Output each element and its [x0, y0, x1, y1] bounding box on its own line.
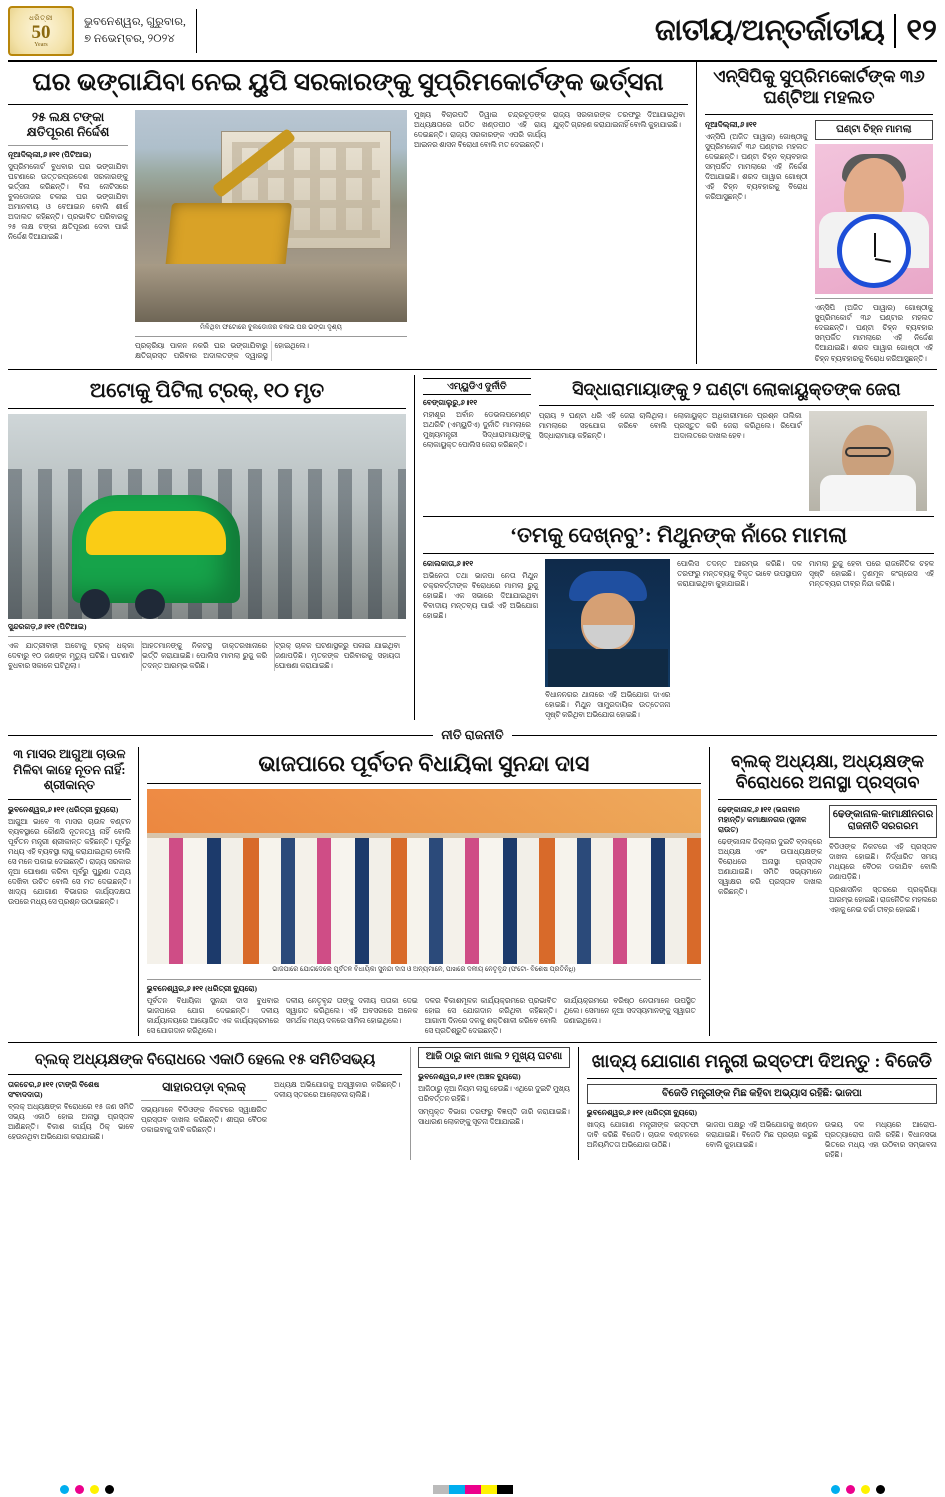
lead-col-4	[553, 110, 685, 362]
ncp-dateline: ନୂଆଦିଲ୍ଲୀ,୬॥୧୧	[705, 119, 757, 129]
food-minister-body-2: ଭାଜପା ପକ୍ଷରୁ ଏହି ଅଭିଯୋଗକୁ ଖଣ୍ଡନ କରାଯାଇଛି। ବିଜେଡି ମିଛ ପ୍ରଚାର କରୁଛି ବୋଲି କୁହାଯାଇଛି।	[705, 1120, 818, 1150]
food-minister-story	[578, 1047, 937, 1160]
bjp-join-headline: ଭାଜପାରେ ପୂର୍ବତନ ବିଧାୟିକା ସୁନନ୍ଦା ଦାସ	[258, 750, 590, 776]
bjp-group-photo	[147, 789, 701, 964]
dots-right	[831, 1485, 885, 1494]
block-body-1: ଢେଙ୍କାନାଳ ଜିଲ୍ଲାର ଦୁଇଟି ବ୍ଲକ୍‌ରେ ଅଧ୍ୟକ୍ଷ ଏବଂ ଉପାଧ୍ୟକ୍ଷଙ୍କ ବିରୋଧରେ ଅନାସ୍ଥା ପ୍ରସ୍ତାବ ଅଣାଯାଇଛି। ସମିତି ସଭ୍ୟମାନେ ସ୍ୱାକ୍ଷର କରି ପ୍ରସ୍ତାବ ଦାଖଲ କରିଛନ୍ତି।	[718, 836, 822, 896]
rice-body: ଆଗୁଆ ଭାବେ ୩ ମାସର ଚାଉଳ ବଣ୍ଟନ ବ୍ୟବସ୍ଥାରେ କୌଣସି ନୂତନତ୍ୱ ନାହିଁ ବୋଲି ପୂର୍ବତନ ମନ୍ତ୍ରୀ ଶ୍ରୀକାନ୍ତ କହିଛନ୍ତି। ପୂର୍ବରୁ ମଧ୍ୟ ଏହି ବ୍ୟବସ୍ଥା ଲାଗୁ କରାଯାଇଥିଲା ବୋଲି ସେ ମନେ ପକାଇ ଦେଇଛନ୍ତି। ରାଜ୍ୟ ସରକାର ନୂଆ ଘୋଷଣା କରିବା ପୂର୍ବରୁ ପୁରୁଣା ତଥ୍ୟ ଦେଖିବା ଉଚିତ ବୋଲି ସେ ମତ ଦେଇଛନ୍ତି। ଖାଦ୍ୟ ଯୋଗାଣ ବିଭାଗର କାର୍ଯ୍ୟଦକ୍ଷତା ଉପରେ ମଧ୍ୟ ସେ ପ୍ରଶ୍ନ ଉଠାଇଛନ୍ତି।	[8, 816, 131, 907]
two-events-story	[410, 1047, 570, 1160]
karnataka-headline: ସିଦ୍ଧାରାମାୟାଙ୍କୁ ୨ ଘଣ୍ଟା ଲୋକାୟୁକ୍ତଙ୍କ ଜେରା	[572, 378, 901, 399]
lead-body-2: ମୁଖ୍ୟ ବିଚାରପତି ଡିୱାଇ ଚନ୍ଦ୍ରଚୂଡ଼ଙ୍କ ଅଧ୍ୟକ୍ଷତାରେ ଗଠିତ ଖଣ୍ଡପୀଠ ଏହି ରାୟ ଦେଇଛନ୍ତି। ରାଜ୍ୟ ସରକାରଙ୍କ ଏପରି କାର୍ଯ୍ୟ ଆଇନର ଶାସନ ବିରୋଧୀ ବୋଲି ମତ ଦେଇଛନ୍ତି।	[414, 109, 546, 149]
lead-headline: ଘର ଭଙ୍ଗାଯିବା ନେଇ ୟୁପି ସରକାରଙ୍କୁ ସୁପ୍ରିମକୋର୍ଟଙ୍କ ଭର୍ତ୍ସନା	[32, 69, 664, 96]
block-subhead: ଢେଙ୍କାନାଳ-କାମାକ୍ଷୀନଗର ରାଜନୀତି ସରଗରମ	[829, 805, 937, 838]
bjp-body-3: ଦଳର ବିକାଶମୂଳକ କାର୍ଯ୍ୟକ୍ରମରେ ପ୍ରଭାବିତ ହୋଇ ସେ ଯୋଗଦାନ କରିଥିବା କହିଛନ୍ତି। ଆଗାମୀ ଦିନରେ ଦଳକୁ ଶକ୍ତିଶାଳୀ କରିବେ ବୋଲି ସେ ପ୍ରତିଶ୍ରୁତି ଦେଇଛନ୍ତି।	[424, 995, 557, 1036]
ncp-kicker: ଘଣ୍ଟା ଚିହ୍ନ ମାମଲା	[815, 120, 933, 141]
samiti-body-2: ସଭ୍ୟମାନେ ବିଡିଓଙ୍କ ନିକଟରେ ସ୍ୱାକ୍ଷରିତ ପ୍ରସ୍ତାବ ଦାଖଲ କରିଛନ୍ତି। ଶୀଘ୍ର ବୈଠକ ଡକାଇବାକୁ ଦାବି କରିଛନ୍ତି।	[141, 1104, 267, 1134]
registration-dot	[861, 1485, 870, 1494]
food-minister-dateline: ଭୁବନେଶ୍ୱର,୬॥୧୧ (ଧରିତ୍ରୀ ବ୍ୟୁରୋ)	[586, 1108, 698, 1118]
bjp-body-4: କାର୍ଯ୍ୟକ୍ରମରେ ବରିଷ୍ଠ ନେତାମାନେ ଉପସ୍ଥିତ ଥିଲେ। ସେମାନେ ନୂଆ ସଦସ୍ୟମାନଙ୍କୁ ସ୍ୱାଗତ ଜଣାଇଥିଲେ।	[563, 995, 696, 1026]
auto-body-1: ଏକ ଯାତ୍ରୀବାହୀ ଅଟୋକୁ ଟ୍ରକ୍‌ ଧକ୍କା ଦେବାରୁ ୧୦ ଜଣଙ୍କ ମୃତ୍ୟୁ ଘଟିଛି। ଘଟଣାଟି ବୁଧବାର ସକାଳେ ଘଟିଥିଲା।	[8, 641, 134, 671]
two-events-body-1: ଆଜିଠାରୁ ନୂଆ ନିୟମ ଲାଗୁ ହେଉଛି। ଏଥିରେ ଦୁଇଟି ମୁଖ୍ୟ ପରିବର୍ତ୍ତନ ରହିଛି।	[418, 1083, 570, 1103]
registration-swatch	[433, 1485, 449, 1494]
logo-top-text: ଧରିତ୍ରୀ	[29, 14, 53, 22]
dots-left	[60, 1485, 114, 1494]
karnataka-kicker: ଏମ୍‌ୟୁଡିଏ ଦୁର୍ନୀତି	[423, 378, 531, 395]
top-section	[8, 62, 937, 364]
block-body-2: ବିଡିଓଙ୍କ ନିକଟରେ ଏହି ପ୍ରସ୍ତାବ ଦାଖଲ ହୋଇଛି। ନିର୍ଦ୍ଧାରିତ ସମୟ ମଧ୍ୟରେ ବୈଠକ ଡକାଯିବ ବୋଲି ଜଣାପଡ଼ିଛି।	[829, 841, 937, 881]
bjp-body-2: ଦଳୀୟ ନେତୃବୃନ୍ଦ ତାଙ୍କୁ ଦଳୀୟ ପତାକା ଦେଇ ସ୍ୱାଗତ କରିଥିଲେ। ଏହି ଅବସରରେ ଅନେକ ସମର୍ଥକ ମଧ୍ୟ ଦଳରେ ସାମିଲ ହୋଇଥିଲେ।	[285, 995, 418, 1026]
mithun-body-2: ବିଧାନନଗର ଥାନାରେ ଏହି ଅଭିଯୋଗ ଦାଏର ହୋଇଛି। ମିଥୁନ ସାମ୍ପ୍ରଦାୟିକ ଉତ୍ତେଜନା ସୃଷ୍ଟି କରିଥିବା ଅଭିଯୋଗ ହୋଇଛି।	[545, 689, 671, 719]
ncp-story	[696, 62, 933, 364]
rice-headline: ୩ ମାସର ଆଗୁଆ ଚାଉଳ ମିଳିବା କାହେ ନୂତନ ନାହିଁ: ଶ୍ରୀକାନ୍ତ	[13, 746, 126, 793]
swatches-center	[433, 1485, 513, 1494]
masthead-dateline	[84, 9, 197, 53]
samiti-dateline: ତାଳଚେର,୬॥୧୧ (ଟାଙ୍ଗି ବିଶେଷ ସଂବାଦଦାତା)	[8, 1080, 100, 1100]
footer-stories	[8, 1042, 937, 1160]
rice-story	[8, 747, 139, 1036]
auto-body-3: ଟ୍ରକ୍‌ ଚାଳକ ଘଟଣାସ୍ଥଳରୁ ପଳାଇ ଯାଇଥିବା ଜଣାପଡ଼ିଛି। ମୃତକଙ୍କ ପରିବାରକୁ ସହାୟତା ଘୋଷଣା କରାଯାଇଛି।	[275, 641, 400, 671]
block-body-3: ପ୍ରଶାସନିକ ସ୍ତରରେ ପ୍ରକ୍ରିୟା ଆରମ୍ଭ ହୋଇଛି। ରାଜନୈତିକ ମହଲରେ ଏହାକୁ ନେଇ ଚର୍ଚ୍ଚା ତୀବ୍ର ହୋଇଛି।	[829, 884, 937, 914]
karnataka-body-2: ପ୍ରାୟ ୨ ଘଣ୍ଟା ଧରି ଏହି ଜେରା ଚାଲିଥିଲା। ମାମଲାରେ ସହଯୋଗ କରିବେ ବୋଲି ସିଦ୍ଧାରାମାୟା କହିଛନ୍ତି।	[538, 410, 667, 440]
siddaramaiah-photo	[809, 411, 927, 511]
samiti-body-1: ବ୍ଲକ୍‌ ଅଧ୍ୟକ୍ଷଙ୍କ ବିରୋଧରେ ୧୫ ଜଣ ସମିତି ସଭ୍ୟ ଏକାଠି ହୋଇ ଅନାସ୍ଥା ପ୍ରସ୍ତାବ ଆଣିଛନ୍ତି। ବିକାଶ କାର୍ଯ୍ୟ ଠିକ୍‌ ଭାବେ ହେଉନଥିବା ଅଭିଯୋଗ କରାଯାଇଛି।	[8, 1102, 134, 1142]
masthead-place: ଭୁବନେଶ୍ୱର, ଗୁରୁବାର,	[84, 15, 186, 28]
samiti-subhead: ସାହାରପଡ଼ା ବ୍ଲକ୍‌	[162, 1080, 246, 1095]
auto-accident-story	[8, 375, 406, 720]
demolition-photo	[135, 110, 407, 322]
logo-number: 50	[31, 22, 51, 43]
karnataka-body-3: ଲୋକାୟୁକ୍ତ ଅଧିକାରୀମାନେ ପ୍ରଶ୍ନ ତାଲିକା ପ୍ରସ୍ତୁତ କରି ଜେରା କରିଥିଲେ। ରିପୋର୍ଟ ଅଦାଲତରେ ଦାଖଲ ହେବ।	[673, 410, 802, 440]
registration-dot	[876, 1485, 885, 1494]
samiti-story	[8, 1047, 402, 1160]
two-events-dateline: ଭୁବନେଶ୍ୱର,୬॥୧୧ (ଅଞ୍ଚଳ ବ୍ୟୁରୋ)	[418, 1071, 521, 1081]
registration-dot	[90, 1485, 99, 1494]
samiti-body-3: ଅଧ୍ୟକ୍ଷ ଅଭିଯୋଗକୁ ଅସ୍ୱୀକାର କରିଛନ୍ତି। ଦଳୀୟ ସ୍ତରରେ ଆଲୋଚନା ଚାଲିଛି।	[274, 1080, 400, 1100]
lead-col-3	[414, 110, 546, 362]
bottom-section	[8, 747, 937, 1036]
ncp-headline: ଏନ୍‌ସିପିକୁ ସୁପ୍ରିମକୋର୍ଟଙ୍କ ୩୬ ଘଣ୍ଟିଆ ମହଲତ	[713, 66, 925, 108]
demolition-photo-caption: ମିଳିଥିବା ଫଟୋରେ ବୁଲଡୋଜର ଚଳାଇ ଘର ଭଙ୍ଗା ଦୃଶ୍ୟ	[200, 323, 342, 331]
registration-dot	[105, 1485, 114, 1494]
registration-dot	[75, 1485, 84, 1494]
ncp-body: ଏନ୍‌ସିପି (ଅଜିତ ପାୱାର) ଗୋଷ୍ଠୀକୁ ସୁପ୍ରିମକୋର୍ଟ ୩୬ ଘଣ୍ଟାର ମହଲତ ଦେଇଛନ୍ତି। ଘଣ୍ଟା ଚିହ୍ନ ବ୍ୟବହାର ସମ୍ପର୍କିତ ମାମଲାରେ ଏହି ନିର୍ଦ୍ଦେଶ ଦିଆଯାଇଛି। ଶରଦ ପାୱାର ଗୋଷ୍ଠୀ ଏହି ଚିହ୍ନ ବ୍ୟବହାରକୁ ବିରୋଧ କରିଆସୁଛନ୍ତି।	[705, 131, 808, 202]
mithun-body-1: ଅଭିନେତା ତଥା ଭାଜପା ନେତା ମିଥୁନ ଚକ୍ରବର୍ତ୍ତୀଙ୍କ ବିରୋଧରେ ମାମଲା ରୁଜୁ ହୋଇଛି। ଏକ ସଭାରେ ଦିଆଯାଇଥିବା ବିବାଦୀୟ ମନ୍ତବ୍ୟ ପାଇଁ ଏହି ଅଭିଯୋଗ ହୋଇଛି।	[423, 570, 539, 620]
food-minister-headline: ଖାଦ୍ୟ ଯୋଗାଣ ମନ୍ତ୍ରୀ ଇସ୍ତଫା ଦିଅନ୍ତୁ : ବିଜେଡି	[591, 1051, 933, 1072]
block-dateline: ଢେଙ୍କାନାଳ,୬॥୧୧ (ଭଗବାନ ମହାନ୍ତି)/ କମାକ୍ଷାନଗର (ସୁନୀଳ ରାଉତ)	[718, 804, 807, 834]
lead-body-1: ସୁପ୍ରିମକୋର୍ଟ ବୁଧବାର ଘର ଭଙ୍ଗାଯିବା ଘଟଣାରେ ଉତ୍ତରପ୍ରଦେଶ ସରକାରଙ୍କୁ ଭର୍ତ୍ସନା କରିଛନ୍ତି। ବିନା ନୋଟିସରେ ବୁଲଡୋଜର ଚଳାଇ ଘର ଭଙ୍ଗାଯିବା ଅମାନବୀୟ ଓ ବେଆଇନ ବୋଲି ଶୀର୍ଷ ଅଦାଲତ କହିଛନ୍ତି। ପ୍ରଭାବିତ ପରିବାରକୁ ୨୫ ଲକ୍ଷ ଟଙ୍କା କ୍ଷତିପୂରଣ ଦେବା ପାଇଁ ନିର୍ଦ୍ଦେଶ ଦିଆଯାଇଛି।	[8, 161, 128, 242]
mithun-photo	[545, 559, 670, 687]
lead-body-3: ପ୍ରକ୍ରିୟା ପାଳନ ନକରି ଘର ଭଙ୍ଗାଯିବାରୁ କ୍ଷତିଗ୍ରସ୍ତ ପରିବାର ଅଦାଲତଙ୍କ ଦ୍ୱାରସ୍ଥ ହୋଇଥିଲେ।	[135, 341, 309, 361]
lead-photo-col	[135, 110, 407, 362]
food-minister-subhead: ବିଜେଡି ମନ୍ତ୍ରୀଙ୍କ ମିଛ କହିବା ଅଭ୍ୟାସ ରହିଛି: ଭାଜପା	[587, 1084, 937, 1105]
ajit-pawar-photo	[815, 144, 933, 294]
food-minister-body-1: ଖାଦ୍ୟ ଯୋଗାଣ ମନ୍ତ୍ରୀଙ୍କ ଇସ୍ତଫା ଦାବି କରିଛି ବିଜେଡି। ଚାଉଳ ବଣ୍ଟନରେ ଅନିୟମିତତା ଅଭିଯୋଗ ଉଠିଛି।	[586, 1120, 699, 1150]
auto-dateline: ସୁନ୍ଦରଗଡ଼,୬॥୧୧ (ପିଟିଆଇ)	[8, 622, 87, 632]
two-events-body-2: ସମ୍ପୃକ୍ତ ବିଭାଗ ତରଫରୁ ବିଜ୍ଞପ୍ତି ଜାରି କରାଯାଇଛି। ସାଧାରଣ ଲୋକଙ୍କୁ ସୂଚନା ଦିଆଯାଇଛି।	[418, 1106, 570, 1126]
registration-swatch	[449, 1485, 465, 1494]
middle-section	[8, 375, 937, 720]
lead-dateline: ନୂଆଦିଲ୍ଲୀ,୬॥୧୧ (ପିଟିଆଇ)	[8, 149, 92, 159]
auto-accident-photo	[8, 414, 406, 619]
rice-dateline: ଭୁବନେଶ୍ୱର,୬॥୧୧ (ଧରିତ୍ରୀ ବ୍ୟୁରୋ)	[8, 804, 119, 814]
print-registration-bar	[0, 1481, 945, 1497]
politics-label-text: ନୀତି ରାଜନୀତି	[441, 727, 504, 742]
bjp-dateline: ଭୁବନେଶ୍ୱର,୬॥୧୧ (ଧରିତ୍ରୀ ବ୍ୟୁରୋ)	[146, 983, 257, 993]
masthead-date: ୭ ନଭେମ୍ବର, ୨୦୨୪	[84, 33, 175, 45]
lead-col-1	[8, 110, 128, 362]
mithun-dateline: କୋଲକାତା,୬॥୧୧	[423, 558, 474, 568]
auto-headline: ଅଟୋକୁ ପିଟିଲା ଟ୍ରକ୍‌, ୧୦ ମୃତ	[89, 379, 325, 402]
food-minister-body-3: ଉଭୟ ଦଳ ମଧ୍ୟରେ ଆରୋପ-ପ୍ରତ୍ୟାରୋପ ଜାରି ରହିଛି। ବିଧାନସଭା ଭିତରେ ମଧ୍ୟ ଏହା ଉଠିବାର ସମ୍ଭାବନା ରହିଛି।	[824, 1120, 937, 1160]
politics-section-label	[8, 728, 937, 743]
mithun-body-3: ପୋଲିସ ତଦନ୍ତ ଆରମ୍ଭ କରିଛି। ଦଳ ତରଫରୁ ମନ୍ତବ୍ୟକୁ ବିକୃତ ଭାବେ ଉପସ୍ଥାପନ କରାଯାଇଥିବା କୁହାଯାଇଛି।	[677, 558, 803, 588]
page-number: ୧୨	[894, 14, 937, 48]
karnataka-body-1: ମହୀଶୂର ଅର୍ବାନ ଡେଭଲପମେଣ୍ଟ ଅଥରିଟି (ଏମ୍‌ୟୁଡିଏ) ଦୁର୍ନୀତି ମାମଲାରେ ମୁଖ୍ୟମନ୍ତ୍ରୀ ସିଦ୍ଧାରାମାୟାଙ୍କୁ ଲୋକାୟୁକ୍ତ ପୋଲିସ ଜେରା କରିଛନ୍ତି।	[423, 409, 531, 449]
logo-bottom-text: Years	[34, 42, 48, 48]
mithun-headline: ‘ତମକୁ ଦେଖ୍‌ନବୁ’: ମିଥୁନଙ୍କ ନାଁରେ ମାମଲା	[510, 522, 847, 547]
block-headline: ବ୍ଲକ୍‌ ଅଧ୍ୟକ୍ଷା, ଅଧ୍ୟକ୍ଷଙ୍କ ବିରୋଧରେ ଅନାସ୍ଥା ପ୍ରସ୍ତାବ	[730, 750, 925, 793]
registration-swatch	[497, 1485, 513, 1494]
ncp-body-2: ଏନ୍‌ସିପି (ଅଜିତ ପାୱାର) ଗୋଷ୍ଠୀକୁ ସୁପ୍ରିମକୋର୍ଟ ୩୬ ଘଣ୍ଟାର ମହଲତ ଦେଇଛନ୍ତି। ଘଣ୍ଟା ଚିହ୍ନ ବ୍ୟବହାର ସମ୍ପର୍କିତ ମାମଲାରେ ଏହି ନିର୍ଦ୍ଦେଶ ଦିଆଯାଇଛି। ଶରଦ ପାୱାର ଗୋଷ୍ଠୀ ଏହି ଚିହ୍ନ ବ୍ୟବହାରକୁ ବିରୋଧ କରିଆସୁଛନ୍ତି।	[814, 303, 933, 363]
karnataka-dateline: ବେଙ୍ଗାଲୁରୁ,୬॥୧୧	[423, 397, 478, 407]
two-events-kicker: ଆଜି ଠାରୁ କାମ ଖାଲ ୨ ମୁଖ୍ୟ ଘଟଣା	[418, 1047, 570, 1068]
masthead	[8, 6, 937, 62]
section-title: ଜାତୀୟ/ଅନ୍ତର୍ଜାତୀୟ	[654, 14, 885, 47]
registration-dot	[831, 1485, 840, 1494]
lead-story	[8, 62, 688, 364]
block-chair-story	[709, 747, 937, 1036]
karnataka-and-mithun	[414, 375, 934, 720]
lead-subheadline: ୨୫ ଲକ୍ଷ ଟଙ୍କା କ୍ଷତିପୂରଣ ନିର୍ଦ୍ଦେଶ	[26, 109, 110, 140]
samiti-headline: ବ୍ଲକ୍‌ ଅଧ୍ୟକ୍ଷଙ୍କ ବିରୋଧରେ ଏକାଠି ହେଲେ ୧୫ ସମିତିସଭ୍ୟ	[34, 1052, 376, 1069]
registration-swatch	[481, 1485, 497, 1494]
anniversary-logo	[8, 6, 74, 56]
registration-dot	[846, 1485, 855, 1494]
mithun-body-4: ମାମଲା ରୁଜୁ ହେବା ପରେ ରାଜନୈତିକ ଚହଳ ସୃଷ୍ଟି ହୋଇଛି। ତୃଣମୂଳ କଂଗ୍ରେସ ଏହି ମନ୍ତବ୍ୟର ତୀବ୍ର ନିନ୍ଦା କରିଛି।	[809, 558, 934, 588]
lead-body-4: ରାଜ୍ୟ ସରକାରଙ୍କ ତରଫରୁ ଦିଆଯାଇଥିବା ଯୁକ୍ତି ଗ୍ରହଣ କରାଯାଇନାହିଁ ବୋଲି କୁହାଯାଇଛି।	[553, 109, 685, 129]
bjp-join-story	[147, 747, 701, 1036]
bjp-photo-caption: ଭାଜପାରେ ଯୋଗଦେଲେ ପୂର୍ବତନ ବିଧାୟିକା ସୁନନ୍ଦା ଦାସ ଓ ଅନ୍ୟମାନେ, ପାଖରେ ଦଳୀୟ ନେତୃବୃନ୍ଦ (ଫଟୋ- ବିଶେଷ ପ୍ରତିନିଧି)	[272, 966, 576, 974]
auto-body-2: ଆହତମାନଙ୍କୁ ନିକଟସ୍ଥ ଡାକ୍ତରଖାନାରେ ଭର୍ତ୍ତି କରାଯାଇଛି। ପୋଲିସ ମାମଲା ରୁଜୁ କରି ତଦନ୍ତ ଆରମ୍ଭ କରିଛି।	[142, 641, 267, 671]
bjp-body-1: ପୂର୍ବତନ ବିଧାୟିକା ସୁନନ୍ଦା ଦାସ ବୁଧବାର ଭାଜପାରେ ଯୋଗ ଦେଇଛନ୍ତି। ଦଳୀୟ କାର୍ଯ୍ୟାଳୟରେ ଆୟୋଜିତ ଏକ କାର୍ଯ୍ୟକ୍ରମରେ ସେ ଯୋଗଦାନ କରିଥିଲେ।	[146, 995, 279, 1036]
registration-dot	[60, 1485, 69, 1494]
registration-swatch	[465, 1485, 481, 1494]
